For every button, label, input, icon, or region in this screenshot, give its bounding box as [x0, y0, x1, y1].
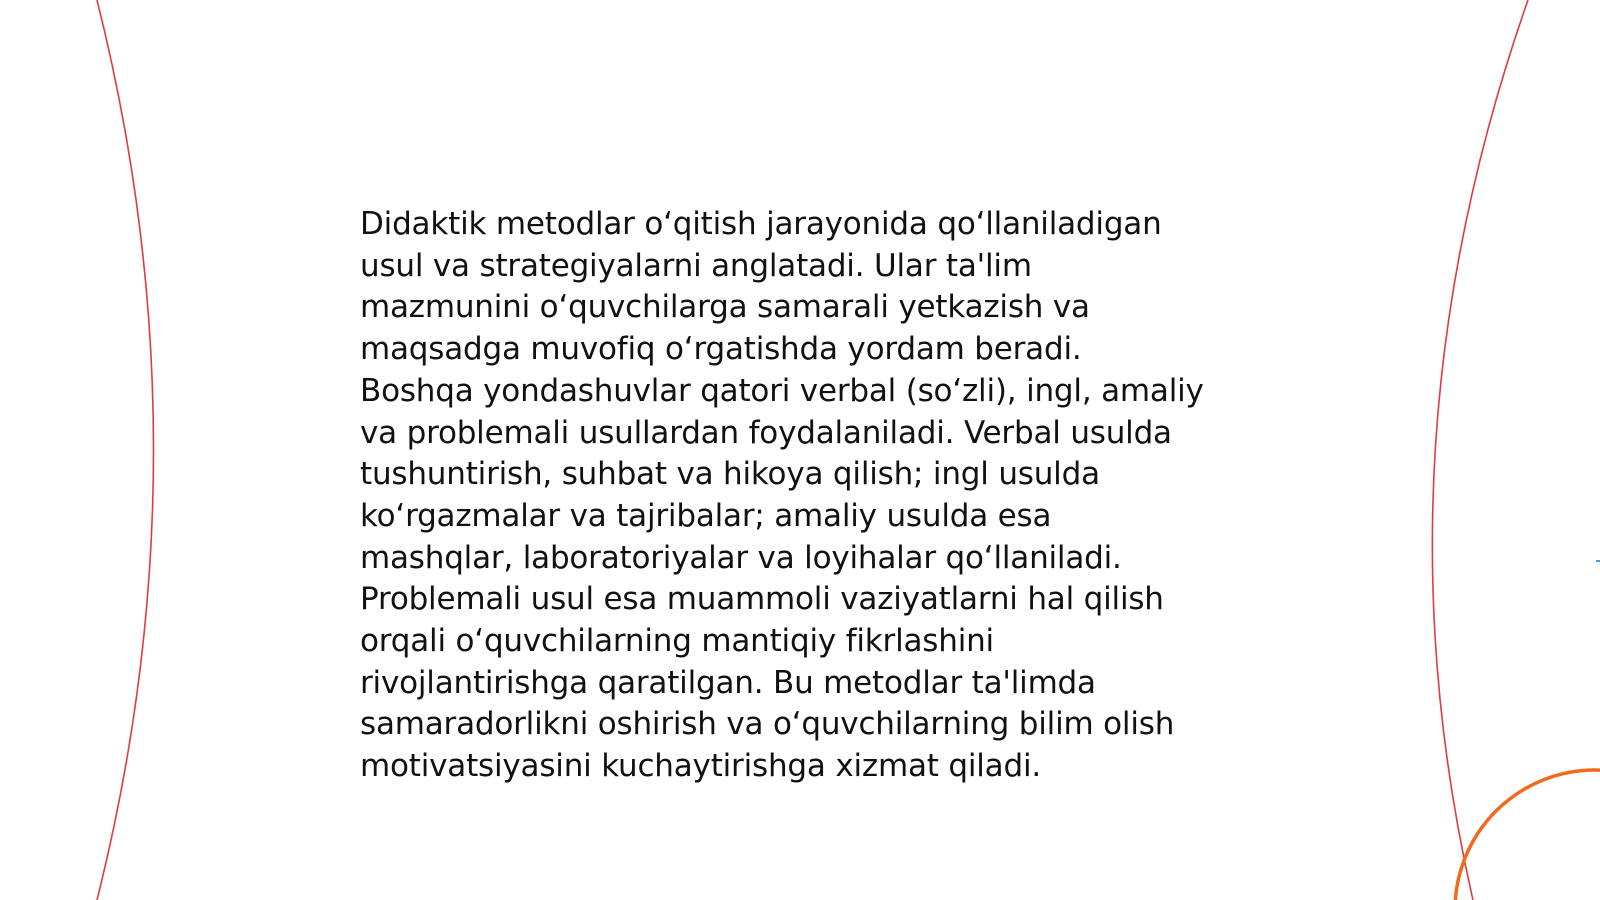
- orange-circle-outline: [1455, 770, 1600, 900]
- body-text-line: Problemali usul esa muammoli vaziyatlarni hal qilish: [360, 581, 1164, 618]
- body-text-line: orqali oʻquvchilarning mantiqiy fikrlashini: [360, 623, 994, 660]
- body-text-line: va problemali usullardan foydalaniladi. Verbal usulda: [360, 414, 1172, 451]
- body-text-line: mazmunini oʻquvchilarga samarali yetkazish va: [360, 289, 1090, 326]
- body-text-line: Boshqa yondashuvlar qatori verbal (soʻzli), ingl, amaliy: [360, 372, 1204, 409]
- body-text-line: mashqlar, laboratoriyalar va loyihalar qoʻllaniladi.: [360, 539, 1122, 576]
- body-text-line: usul va strategiyalarni anglatadi. Ular ta'lim: [360, 247, 1032, 284]
- right-arc-curve: [1432, 0, 1528, 900]
- body-text-line: motivatsiyasini kuchaytirishga xizmat qiladi.: [360, 748, 1042, 785]
- body-text-line: tushuntirish, suhbat va hikoya qilish; ingl usulda: [360, 456, 1100, 493]
- body-text-line: Didaktik metodlar oʻqitish jarayonida qoʻllaniladigan: [360, 206, 1162, 242]
- left-arc-curve: [97, 0, 154, 900]
- body-text: [360, 204, 1260, 788]
- body-text-line: koʻrgazmalar va tajribalar; amaliy usulda esa: [360, 497, 1052, 534]
- body-text-line: samaradorlikni oshirish va oʻquvchilarning bilim olish: [360, 706, 1175, 743]
- body-text-line: rivojlantirishga qaratilgan. Bu metodlar ta'limda: [360, 664, 1096, 701]
- body-text-line: maqsadga muvofiq oʻrgatishda yordam beradi.: [360, 331, 1082, 368]
